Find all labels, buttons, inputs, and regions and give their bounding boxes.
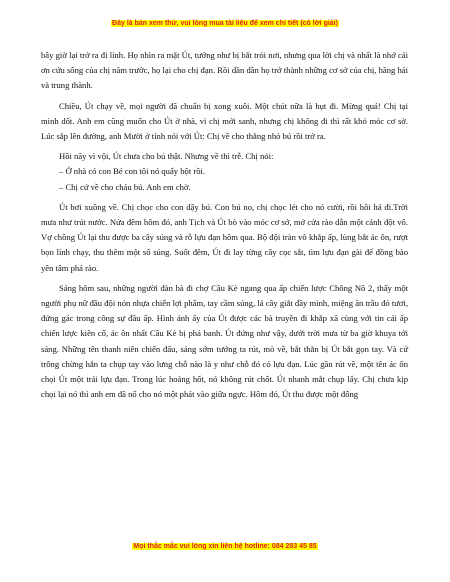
- paragraph: bây giờ lại trở ra đi lính. Họ nhìn ra mặt Út, tưởng như bị bắt trói nơi, nhưng qua lời chị và nhất là nhớ cái ơn cứu sống của chị năm trước, họ lại cho chị đạn. Rồi dần dần họ trở thành những cơ sở của chị, hăng hái và trung thành.: [41, 50, 408, 91]
- paragraph: Chiều, Út chạy về, mọi người đã chuẩn bị xong xuôi. Một chút nữa là hụt đi. Mừng quá! Chị tại mình dốt. Anh em cũng muốn cho Út ở nhà, vì chị mới sanh, nhưng chị không đi thì rất khó móc cơ sở. Lúc sắp lên đường, anh Mười ở tỉnh nói với Út: Chị về cho thằng nhỏ bú rồi trở ra.: [41, 100, 408, 142]
- hotline-footer: [0, 543, 450, 550]
- paragraph: Hồi nãy vì vội, Út chưa cho bú thật. Nhưng về thì trễ. Chị nói:: [59, 151, 274, 162]
- paragraph: Út bơi xuồng về. Chị chọc cho con dậy bú. Con bú no, chị chọc lét cho nó cười, rồi hôi hả đi.Trời mưa như trút nước. Nửa đêm hôm đó, anh Tịch và Út bò vào móc cơ sở, mở cửa rào dẫn một cánh đột vô. Vợ chồng Út lại thu được ba cây súng và rỗ lựu đạn hôm qua. Bộ đội tràn vô khắp ấp, lùng bắt ác ôn, rượt bọn lính chạy, thu thêm một số súng. Suốt đêm, Út đi lay từng cây cọc sắt, tìm lựu đạn gài để đồng bào yên tâm phá rào.: [41, 201, 408, 273]
- document-body: [41, 48, 408, 407]
- hotline-footer-text: Mọi thắc mắc vui lòng xin liên hệ hotline: 084 283 45 85: [133, 543, 317, 550]
- dialogue-line: – Chị cứ về cho cháu bú. Anh em chờ.: [59, 181, 191, 192]
- paragraph: Sáng hôm sau, những người đàn bà đi chợ Cầu Kè ngang qua ấp chiến lược Chông Nô 2, thấy một người phụ nữ đầu đội nón nhựa chiến lợi phẩm, tay cầm súng, lá cây giắt đầy mình, miệng ăn trầu đỏ tươi, đứng gác trong công sự đầu ấp. Hình ảnh ấy của Út được các bà truyền đi khắp xã cùng với tin cái ấp chiến lược kiên cố, ác ôn nhất Cầu Kè bị phá banh. Út đứng như vậy, dưới trời mưa từ ba giờ khuya tới sáng. Những tên thanh niên chiến đấu, sáng sớm tướng ta rút, mò về, bắt thằn bị Út bắt gọn tay. Và cứ trông chừng hắn ta chụp tay vào lưng chỗ nào là y như chỗ đó có lựu đạn. Lúc gần rút về, một tên ác ôn chọi Út một trái lựu đạn. Trong lúc hoảng hốt, nó không rút chốt. Út nhanh mắt chụp lấy. Chị chưa kịp chọi lại nó thì anh em đã nổ cho nó một phát vào giữa ngực. Hôm đó, Út thu được một đống: [41, 282, 408, 400]
- preview-notice-text: Đây là bản xem thử, vui lòng mua tài liệu để xem chi tiết (có lời giải): [112, 20, 338, 27]
- dialogue-line: – Ở nhà có con Bé con tôi nó quấy bột rồi.: [59, 166, 206, 177]
- preview-notice: [0, 20, 450, 27]
